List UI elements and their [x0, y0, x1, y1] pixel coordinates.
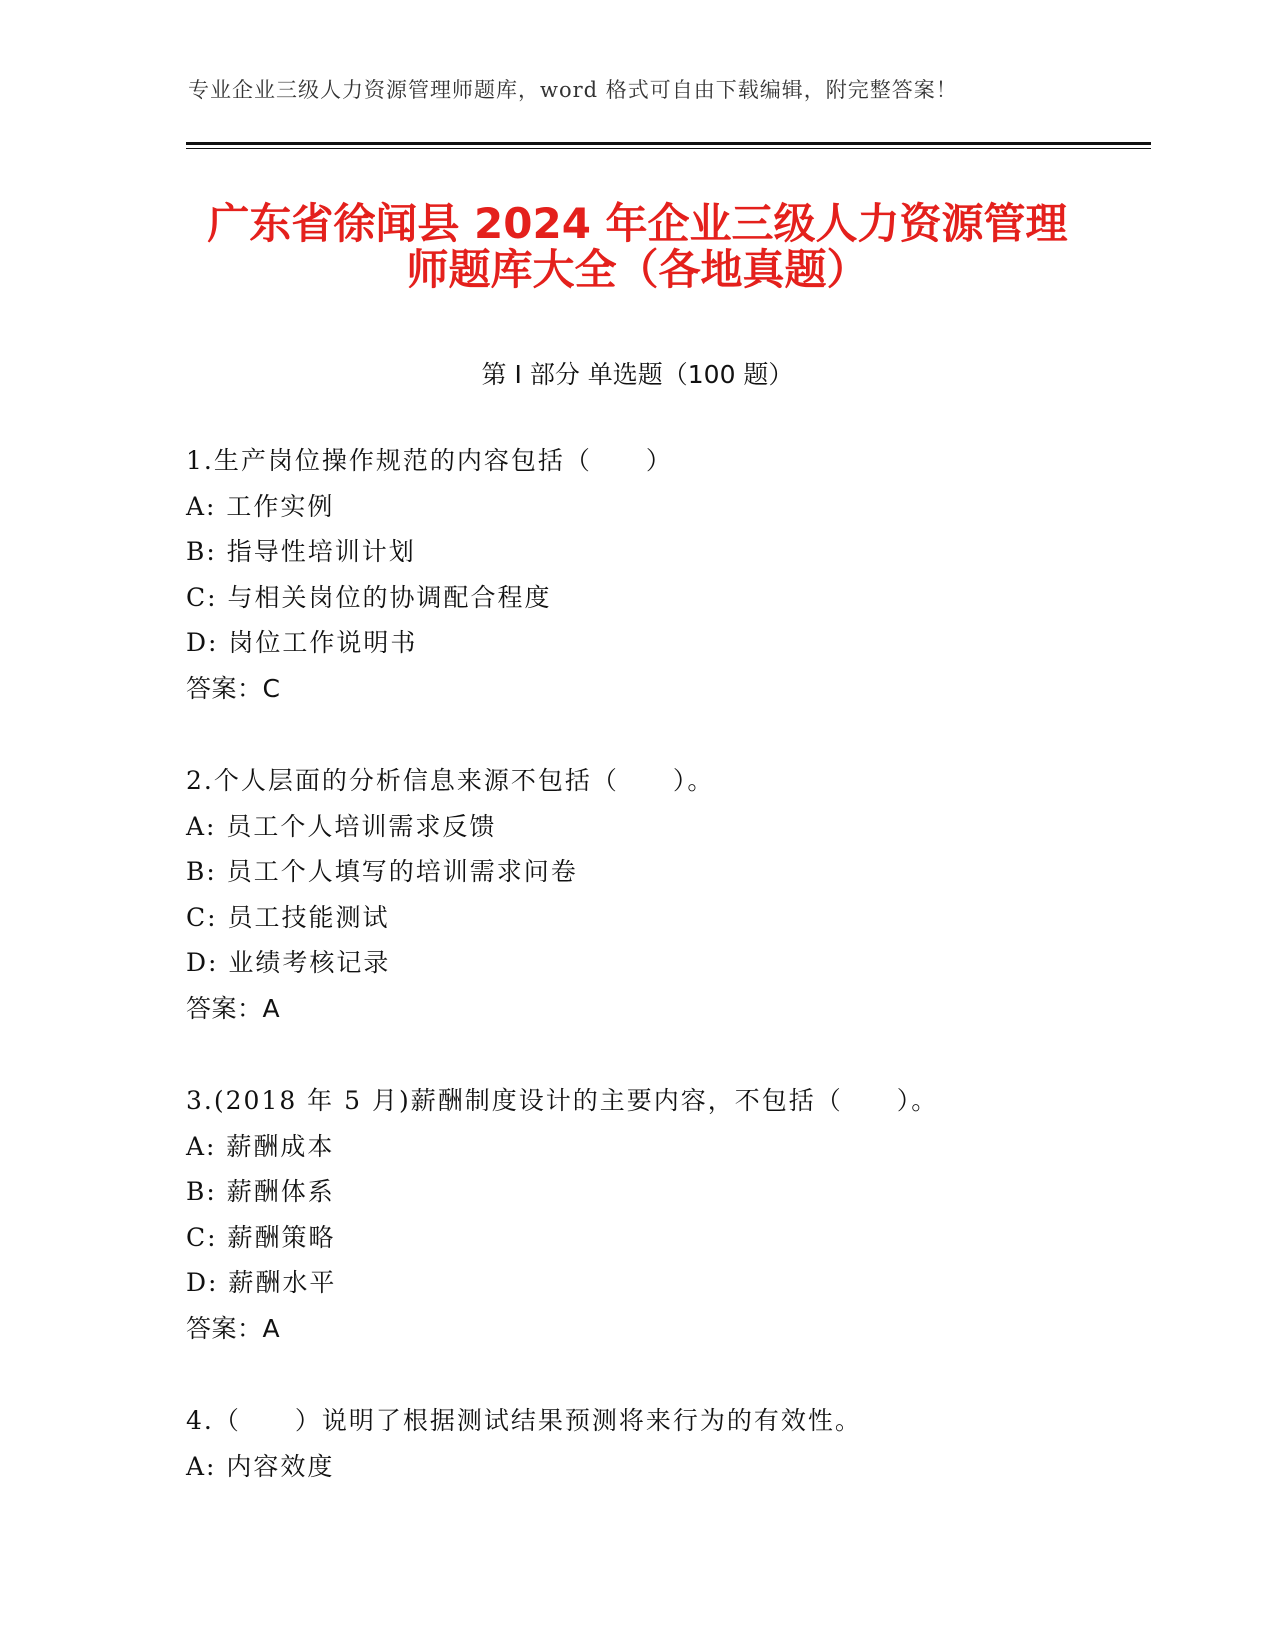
document-title-line-2: 师题库大全（各地真题）	[406, 245, 869, 294]
section-title: 第 I 部分 单选题（100 题）	[481, 360, 794, 389]
answer-line: 答案：A	[186, 1313, 281, 1343]
header-rule-thick	[186, 142, 1151, 145]
option-c: C: 薪酬策略	[186, 1222, 336, 1252]
option-d: D: 薪酬水平	[186, 1268, 337, 1297]
question-1	[186, 438, 1146, 711]
page-header-text: 专业企业三级人力资源管理师题库，word 格式可自由下载编辑，附完整答案！	[188, 78, 958, 102]
question-stem: 3.(2018 年 5 月)薪酬制度设计的主要内容，不包括（ ）。	[186, 1086, 939, 1115]
option-a: A: 员工个人培训需求反馈	[186, 811, 497, 841]
option-c: C: 与相关岗位的协调配合程度	[186, 582, 552, 612]
question-stem: 1.生产岗位操作规范的内容包括（ ）	[186, 446, 673, 475]
option-b: B: 薪酬体系	[186, 1177, 335, 1206]
question-4	[186, 1398, 1146, 1489]
option-a: A: 工作实例	[186, 491, 335, 521]
question-3	[186, 1078, 1146, 1351]
question-stem: 2.个人层面的分析信息来源不包括（ ）。	[186, 766, 715, 795]
answer-line: 答案：A	[186, 993, 281, 1023]
option-d: D: 岗位工作说明书	[186, 628, 418, 657]
question-2	[186, 758, 1146, 1031]
option-a: A: 内容效度	[186, 1451, 335, 1481]
question-stem: 4.（ ）说明了根据测试结果预测将来行为的有效性。	[186, 1406, 862, 1435]
option-a: A: 薪酬成本	[186, 1131, 335, 1161]
question-list	[186, 438, 1146, 1536]
option-c: C: 员工技能测试	[186, 902, 390, 932]
document-title-line-1: 广东省徐闻县 2024 年企业三级人力资源管理	[207, 199, 1068, 248]
option-d: D: 业绩考核记录	[186, 948, 391, 977]
option-b: B: 指导性培训计划	[186, 537, 416, 566]
header-rule-thin	[186, 148, 1151, 149]
option-b: B: 员工个人填写的培训需求问卷	[186, 857, 578, 886]
answer-line: 答案：C	[186, 673, 281, 703]
